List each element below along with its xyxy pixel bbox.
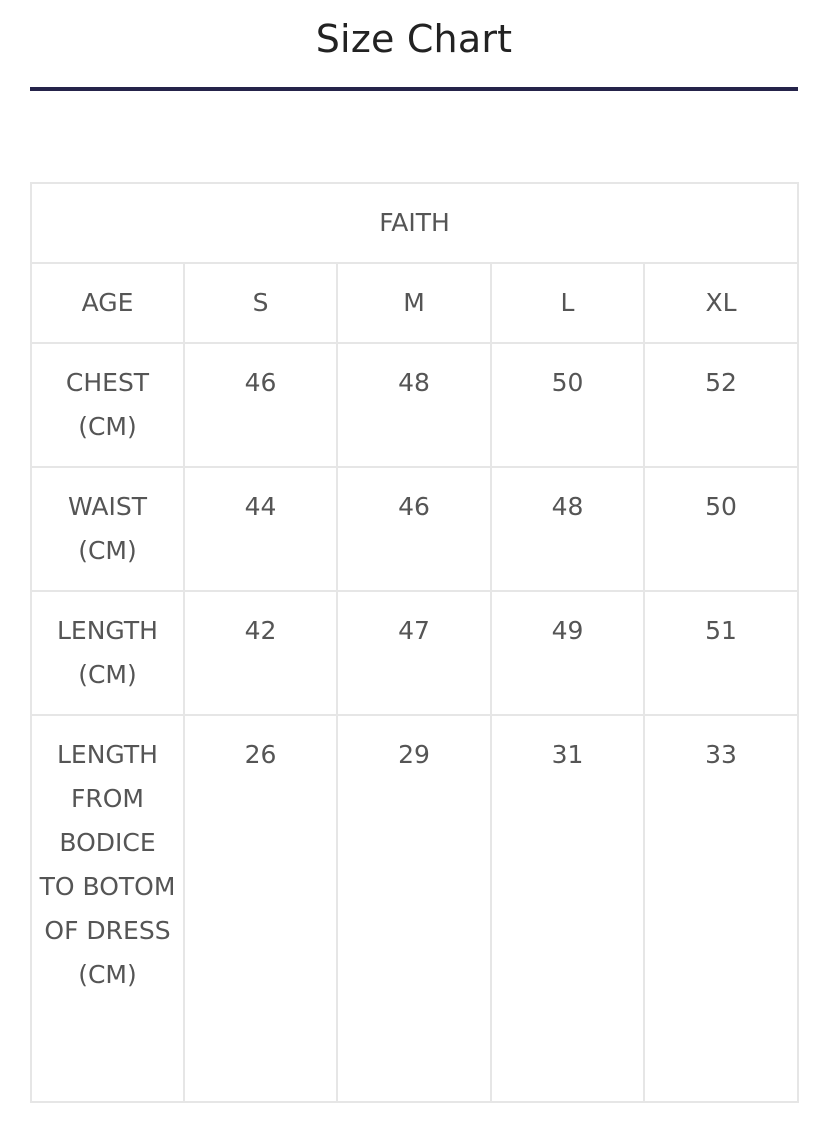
row-label-cell: [31, 343, 184, 467]
table-cell: [337, 591, 491, 715]
row-label: WAIST (CM): [68, 492, 147, 565]
page-title: Size Chart: [315, 17, 513, 61]
cell-value: 50: [551, 368, 584, 397]
table-cell: [644, 591, 798, 715]
cell-value: 44: [244, 492, 277, 521]
row-label-cell: [31, 467, 184, 591]
cell-value: 31: [551, 740, 584, 769]
header-size-cell: [184, 263, 337, 343]
row-label-cell: [31, 591, 184, 715]
row-label: CHEST (CM): [65, 368, 150, 441]
table-caption-text: FAITH: [379, 208, 450, 237]
size-chart-table: [30, 182, 799, 1103]
row-label: LENGTH FROM BODICE TO BOTOM OF DRESS (CM): [39, 740, 176, 989]
header-label: AGE: [81, 288, 134, 317]
table-row: [31, 715, 798, 1102]
cell-value: 49: [551, 616, 584, 645]
cell-value: 48: [551, 492, 584, 521]
cell-value: 50: [705, 492, 737, 521]
cell-value: 29: [398, 740, 430, 769]
header-size-cell: [491, 263, 644, 343]
cell-value: 52: [705, 368, 737, 397]
header-size: M: [403, 288, 425, 317]
cell-value: 48: [398, 368, 430, 397]
table-cell: [644, 467, 798, 591]
cell-value: 42: [244, 616, 277, 645]
cell-value: 26: [244, 740, 277, 769]
table-row: [31, 591, 798, 715]
table-cell: [491, 343, 644, 467]
table-cell: [644, 343, 798, 467]
cell-value: 46: [398, 492, 430, 521]
table-cell: [184, 715, 337, 1102]
table-caption: [31, 183, 798, 263]
row-label: LENGTH (CM): [57, 616, 158, 689]
header-label-cell: [31, 263, 184, 343]
header-size-cell: [337, 263, 491, 343]
header-size: XL: [705, 288, 737, 317]
table-cell: [184, 467, 337, 591]
row-label-cell: [31, 715, 184, 1102]
cell-value: 47: [398, 616, 430, 645]
table-cell: [491, 591, 644, 715]
table-cell: [184, 343, 337, 467]
header-size-cell: [644, 263, 798, 343]
table-cell: [337, 343, 491, 467]
table-header-row: [31, 263, 798, 343]
table-caption-row: [31, 183, 798, 263]
table-cell: [644, 715, 798, 1102]
cell-value: 46: [244, 368, 277, 397]
header-size: L: [560, 288, 575, 317]
table-cell: [337, 467, 491, 591]
cell-value: 51: [705, 616, 737, 645]
table-row: [31, 467, 798, 591]
table-row: [31, 343, 798, 467]
header-size: S: [252, 288, 269, 317]
table-cell: [337, 715, 491, 1102]
cell-value: 33: [705, 740, 737, 769]
table-cell: [491, 467, 644, 591]
table-cell: [184, 591, 337, 715]
table-cell: [491, 715, 644, 1102]
title-divider: [30, 87, 798, 91]
